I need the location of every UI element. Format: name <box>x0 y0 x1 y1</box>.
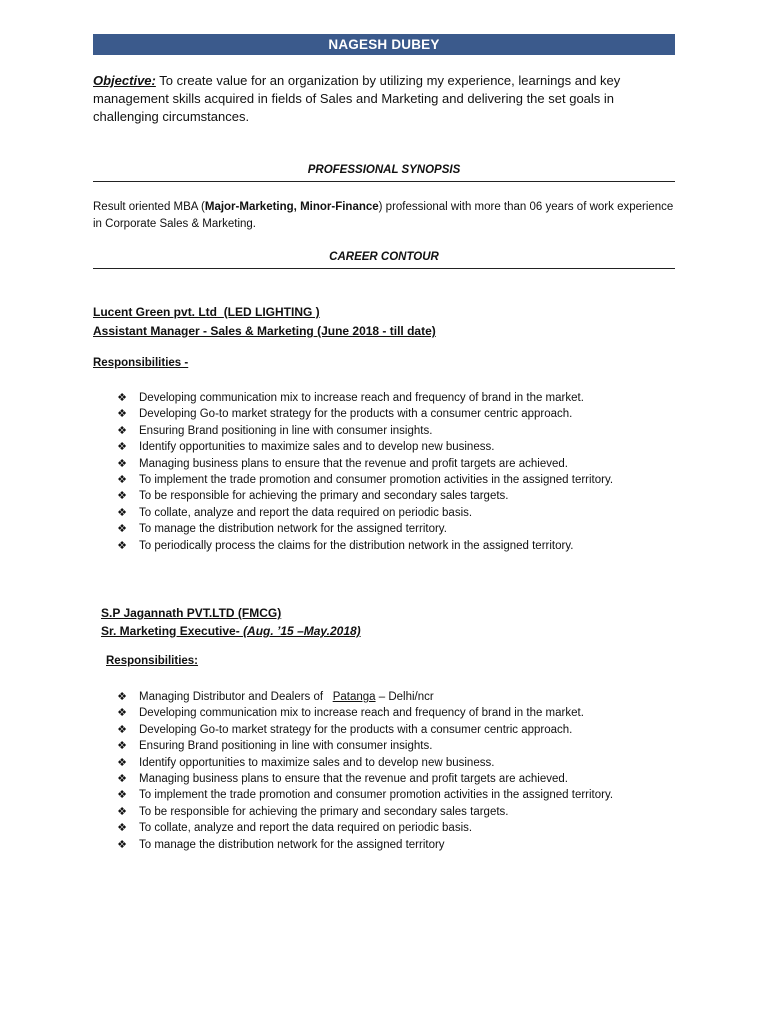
diamond-bullet-icon: ❖ <box>117 457 127 470</box>
diamond-bullet-icon: ❖ <box>117 441 127 454</box>
list-item <box>115 689 675 705</box>
synopsis-heading: PROFESSIONAL SYNOPSIS <box>307 164 461 176</box>
diamond-bullet-icon: ❖ <box>117 490 127 503</box>
list-item <box>115 390 675 406</box>
item-text-pre: Managing Distributor and Dealers of <box>139 691 333 703</box>
list-item-text: Identify opportunities to maximize sales and to develop new business. <box>139 756 495 769</box>
objective-text: To create value for an organization by utilizing my experience, learnings and key management skills acquired in fields of Sales and Marketing and delivering the set goals in challenging circumstances. <box>93 73 621 124</box>
list-item-text: Ensuring Brand positioning in line with consumer insights. <box>139 740 433 753</box>
list-item-text: To implement the trade promotion and consumer promotion activities in the assigned territory. <box>139 474 614 487</box>
diamond-bullet-icon: ❖ <box>117 789 127 802</box>
name-banner <box>93 34 675 55</box>
list-item-text: Ensuring Brand positioning in line with consumer insights. <box>139 424 433 437</box>
synopsis-paragraph <box>93 199 675 232</box>
list-item <box>115 804 675 820</box>
career-divider <box>93 268 675 269</box>
job2-company: S.P Jagannath PVT.LTD (FMCG) <box>101 606 282 620</box>
list-item <box>115 538 675 554</box>
list-item <box>115 771 675 787</box>
list-item <box>115 820 675 836</box>
brand-name: Patanga <box>332 691 376 703</box>
list-item <box>115 722 675 738</box>
synopsis-text-pre: Result oriented MBA ( <box>93 201 205 213</box>
objective-paragraph <box>93 72 675 126</box>
job2-period: (Aug. ’15 –May.2018) <box>243 624 361 638</box>
list-item <box>115 787 675 803</box>
list-item-text: To implement the trade promotion and consumer promotion activities in the assigned territory. <box>139 789 614 802</box>
list-item-text: To periodically process the claims for the distribution network in the assigned territory. <box>139 539 574 552</box>
synopsis-divider <box>93 181 675 182</box>
list-item-text: To be responsible for achieving the primary and secondary sales targets. <box>139 805 509 818</box>
list-item-text: To be responsible for achieving the primary and secondary sales targets. <box>139 490 509 503</box>
list-item <box>115 505 675 521</box>
list-item-text: Developing communication mix to increase reach and frequency of brand in the market. <box>139 707 584 720</box>
diamond-bullet-icon: ❖ <box>117 523 127 536</box>
item-text-post: – Delhi/ncr <box>375 691 434 703</box>
diamond-bullet-icon: ❖ <box>117 424 127 437</box>
diamond-bullet-icon: ❖ <box>117 822 127 835</box>
job1-company-line <box>93 305 320 319</box>
job1-responsibilities-label: Responsibilities - <box>93 357 189 369</box>
list-item-text: To manage the distribution network for the assigned territory. <box>139 523 447 536</box>
diamond-bullet-icon: ❖ <box>117 773 127 786</box>
diamond-bullet-icon: ❖ <box>117 506 127 519</box>
list-item-text: Developing Go-to market strategy for the products with a consumer centric approach. <box>139 408 573 421</box>
diamond-bullet-icon: ❖ <box>117 723 127 736</box>
job2-role: Sr. Marketing Executive- <box>101 624 244 638</box>
list-item <box>115 705 675 721</box>
diamond-bullet-icon: ❖ <box>117 838 127 851</box>
diamond-bullet-icon: ❖ <box>117 740 127 753</box>
job1-company: Lucent Green pvt. Ltd <box>93 305 218 319</box>
list-item-text: To manage the distribution network for the assigned territory <box>139 838 445 851</box>
job2-role-line <box>101 624 361 638</box>
list-item <box>115 456 675 472</box>
list-item <box>115 472 675 488</box>
list-item-text: Managing business plans to ensure that the revenue and profit targets are achieved. <box>139 773 568 786</box>
job1-responsibilities-list <box>115 390 675 554</box>
diamond-bullet-icon: ❖ <box>117 756 127 769</box>
objective-label: Objective: <box>93 73 156 88</box>
list-item <box>115 423 675 439</box>
diamond-bullet-icon: ❖ <box>117 691 127 703</box>
career-heading: CAREER CONTOUR <box>329 251 439 263</box>
diamond-bullet-icon: ❖ <box>117 392 127 404</box>
job1-industry: (LED LIGHTING ) <box>223 305 320 319</box>
list-item <box>115 755 675 771</box>
list-item <box>115 488 675 504</box>
list-item-text: Developing communication mix to increase reach and frequency of brand in the market. <box>139 392 584 404</box>
list-item-text: To collate, analyze and report the data required on periodic basis. <box>139 822 473 835</box>
diamond-bullet-icon: ❖ <box>117 707 127 720</box>
list-item-text: To collate, analyze and report the data required on periodic basis. <box>139 506 473 519</box>
list-item-text: Developing Go-to market strategy for the products with a consumer centric approach. <box>139 723 573 736</box>
diamond-bullet-icon: ❖ <box>117 805 127 818</box>
diamond-bullet-icon: ❖ <box>117 474 127 487</box>
job2-responsibilities-label: Responsibilities: <box>106 655 199 667</box>
list-item <box>115 406 675 422</box>
job2-responsibilities-list <box>115 689 675 853</box>
diamond-bullet-icon: ❖ <box>117 539 127 552</box>
list-item <box>115 439 675 455</box>
synopsis-text-bold: Major-Marketing, Minor-Finance <box>204 201 379 213</box>
list-item <box>115 738 675 754</box>
diamond-bullet-icon: ❖ <box>117 408 127 421</box>
list-item <box>115 837 675 853</box>
list-item-text: Identify opportunities to maximize sales and to develop new business. <box>139 441 495 454</box>
list-item <box>115 521 675 537</box>
job1-role: Assistant Manager - Sales & Marketing (June 2018 - till date) <box>93 324 436 338</box>
list-item-text: Managing business plans to ensure that the revenue and profit targets are achieved. <box>139 457 568 470</box>
candidate-name: NAGESH DUBEY <box>328 37 440 52</box>
synopsis-text-post: ) professional with more than 06 years of work experience in Corporate Sales & Marketing. <box>93 201 674 230</box>
